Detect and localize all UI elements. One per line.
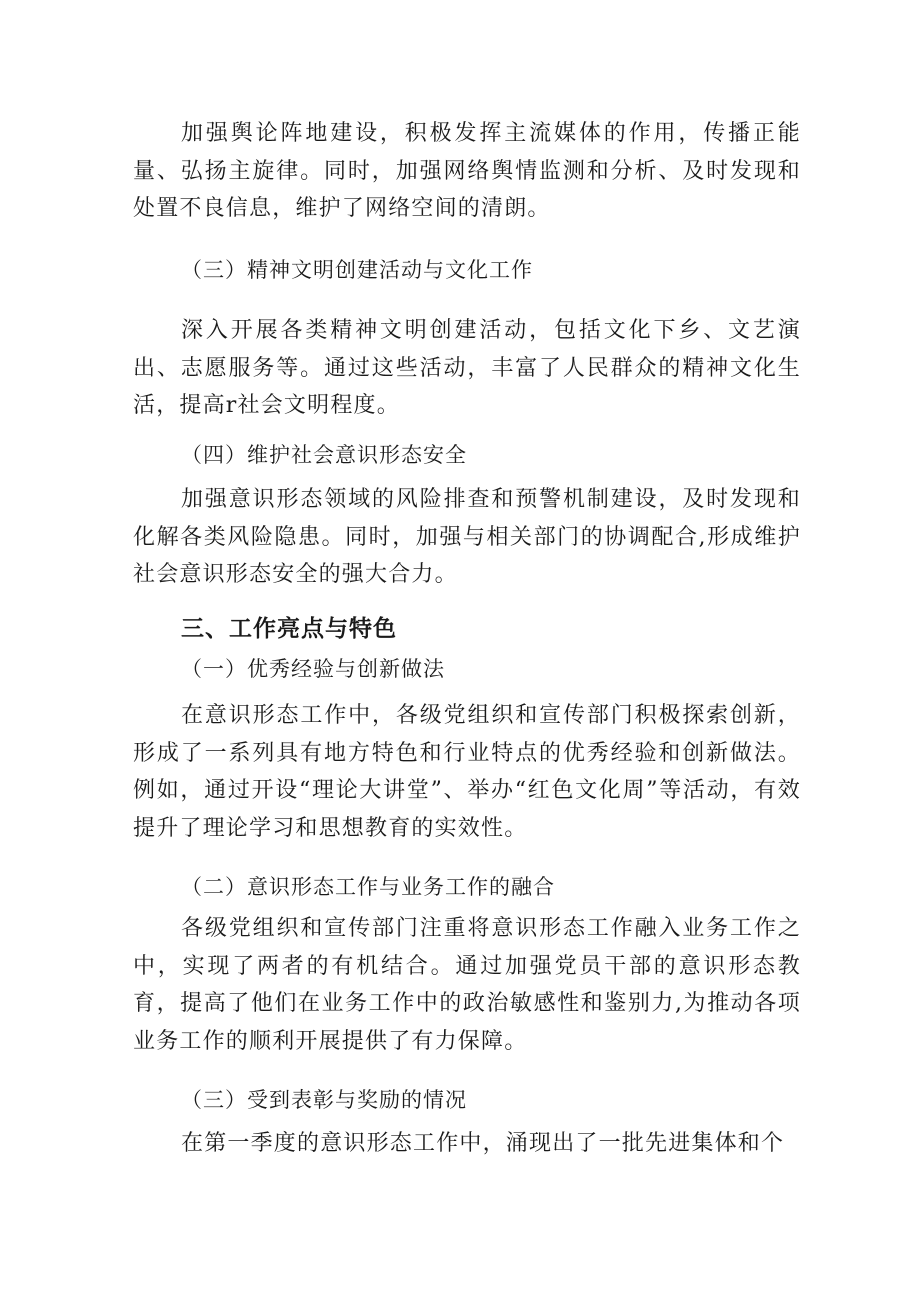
- heading-work-integration: （二）意识形态工作与业务工作的融合: [181, 875, 555, 899]
- section-title-highlights: 三、工作亮点与特色: [181, 616, 397, 642]
- paragraph-experience: 在意识形态工作中，各级党组织和宣传部门积极探索创新，形成了一系列具有地方特色和行业特点的优秀经验和创新做法。例如，通过开设“理论大讲堂”、举办“红色文化周”等活动，有效提升了理论学习和思想教育的实效性。: [133, 703, 801, 841]
- paragraph-risk-prevention: 加强意识形态领域的风险排查和预警机制建设，及时发现和化解各类风险隐患。同时，加强与相关部门的协调配合,形成维护社会意识形态安全的强大合力。: [133, 487, 801, 587]
- paragraph-civilization-activities: 深入开展各类精神文明创建活动，包括文化下乡、文艺演出、志愿服务等。通过这些活动，丰富了人民群众的精神文化生活，提高r社会文明程度。: [133, 318, 801, 418]
- paragraph-media-work: 加强舆论阵地建设，积极发挥主流媒体的作用，传播正能量、弘扬主旋律。同时，加强网络舆情监测和分析、及时发现和处置不良信息，维护了网络空间的清朗。: [133, 121, 801, 221]
- paragraph-awards: 在第一季度的意识形态工作中，涌现出了一批先进集体和个: [181, 1131, 785, 1156]
- heading-awards: （三）受到表彰与奖励的情况: [181, 1088, 467, 1112]
- paragraph-integration: 各级党组织和宣传部门注重将意识形态工作融入业务工作之中，实现了两者的有机结合。通过加强党员干部的意识形态教育，提高了他们在业务工作中的政治敏感性和鉴别力,为推动各项业务工作的顺利开展提供了有力保障。: [133, 916, 801, 1054]
- heading-spiritual-civilization: （三）精神文明创建活动与文化工作: [181, 258, 533, 282]
- heading-ideology-security: （四）维护社会意识形态安全: [181, 443, 467, 467]
- heading-experience-innovation: （一）优秀经验与创新做法: [181, 657, 445, 681]
